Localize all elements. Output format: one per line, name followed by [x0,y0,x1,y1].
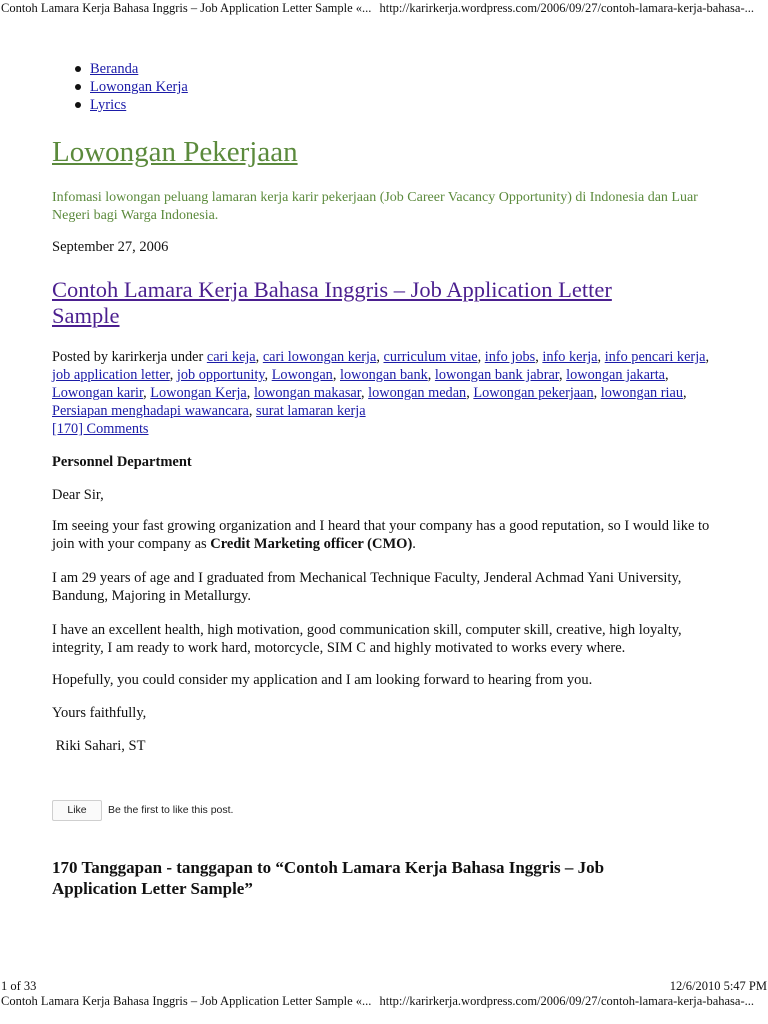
category-list: cari keja, cari lowongan kerja, curriculum vitae, info jobs, info kerja, info pencari kerja, job application letter, job opportunity, Lowongan, lowongan bank, lowongan bank jabrar, lowongan jakarta, Lowongan karir, Lowongan Kerja, lowongan makasar, lowongan medan, Lowongan pekerjaan, lowongan riau, Persiapan menghadapi wawancara, surat lamaran kerja [52,349,710,419]
like-text: Be the first to like this post. [108,804,234,816]
print-header-title: Contoh Lamara Kerja Bahasa Inggris – Job Application Letter Sample «... [1,1,372,15]
print-header-title-bottom: Contoh Lamara Kerja Bahasa Inggris – Job Application Letter Sample «... [1,994,372,1008]
nav-link-lyrics[interactable]: Lyrics [90,97,127,113]
category-link[interactable]: Lowongan karir [52,385,144,401]
top-navigation [73,60,188,114]
category-link[interactable]: lowongan jakarta [566,367,666,383]
nav-item-lowongan-kerja [73,78,188,96]
category-link[interactable]: info kerja [542,349,598,365]
responses-heading: 170 Tanggapan - tanggapan to “Contoh Lamara Kerja Bahasa Inggris – Job Application Letter Sample” [52,858,605,898]
print-header-url-bottom: http://karirkerja.wordpress.com/2006/09/27/contoh-lamara-kerja-bahasa-... [379,994,754,1008]
category-link[interactable]: cari lowongan kerja [262,349,377,365]
print-header-bottom [0,994,768,1010]
post-meta [52,348,712,438]
post-date: September 27, 2006 [52,239,169,255]
like-button[interactable]: Like [52,800,102,821]
print-footer-meta [0,979,768,995]
print-datetime: 12/6/2010 5:47 PM [669,979,767,993]
letter-department: Personnel Department [52,454,192,470]
letter-closing: Yours faithfully, [52,705,147,721]
category-link[interactable]: lowongan riau [600,385,683,401]
category-link[interactable]: info jobs [484,349,536,365]
category-link[interactable]: info pencari kerja [604,349,706,365]
category-link[interactable]: lowongan bank jabrar [434,367,559,383]
letter-paragraph-3: I have an excellent health, high motivation, good communication skill, computer skill, creative, high loyalty, integrity, I am ready to work hard, motorcycle, SIM C and highly motivated to works every where. [52,622,682,656]
letter-name-text: Riki Sahari, ST [52,738,146,754]
nav-link-beranda[interactable]: Beranda [90,61,139,77]
category-link[interactable]: lowongan makasar [253,385,361,401]
page-number: 1 of 33 [1,979,37,993]
letter-p1-end: . [412,536,416,552]
letter-paragraph-1 [52,517,722,553]
letter-p1-position: Credit Marketing officer (CMO) [210,536,413,552]
category-link[interactable]: surat lamaran kerja [256,403,366,419]
comments-link[interactable]: [170] Comments [52,421,149,437]
nav-item-beranda [73,60,188,78]
category-link[interactable]: lowongan medan [368,385,467,401]
letter-signature-name [52,737,722,755]
letter-paragraph-4: Hopefully, you could consider my application and I am looking forward to hearing from you. [52,672,593,688]
nav-item-lyrics [73,96,188,114]
category-link[interactable]: Lowongan Kerja [150,385,247,401]
posted-by-text: Posted by karirkerja under [52,349,207,365]
category-link[interactable]: Lowongan pekerjaan [473,385,594,401]
category-link[interactable]: Persiapan menghadapi wawancara [52,403,249,419]
print-header-url: http://karirkerja.wordpress.com/2006/09/27/contoh-lamara-kerja-bahasa-... [379,1,754,15]
category-link[interactable]: job opportunity [176,367,265,383]
category-link[interactable]: cari keja [206,349,256,365]
letter-greeting: Dear Sir, [52,487,104,503]
category-link[interactable]: lowongan bank [340,367,428,383]
post-title[interactable]: Contoh Lamara Kerja Bahasa Inggris – Job Application Letter Sample [52,277,612,328]
site-description: Infomasi lowongan peluang lamaran kerja karir pekerjaan (Job Career Vacancy Opportunity) di Indonesia dan Luar Negeri bagi Warga Indonesia. [52,190,698,223]
category-link[interactable]: job application letter [52,367,170,383]
nav-link-lowongan-kerja[interactable]: Lowongan Kerja [90,79,188,95]
category-link[interactable]: curriculum vitae [383,349,478,365]
letter-p1-text: Im seeing your fast growing organization and I heard that your company has a good reputation, so I would like to join with your company as [52,518,710,552]
category-link[interactable]: Lowongan [271,367,333,383]
letter-paragraph-2: I am 29 years of age and I graduated from Mechanical Technique Faculty, Jenderal Achmad Yani University, Bandung, Majoring in Metallurgy. [52,570,682,604]
site-title[interactable]: Lowongan Pekerjaan [52,136,298,168]
print-header-top [0,1,768,17]
